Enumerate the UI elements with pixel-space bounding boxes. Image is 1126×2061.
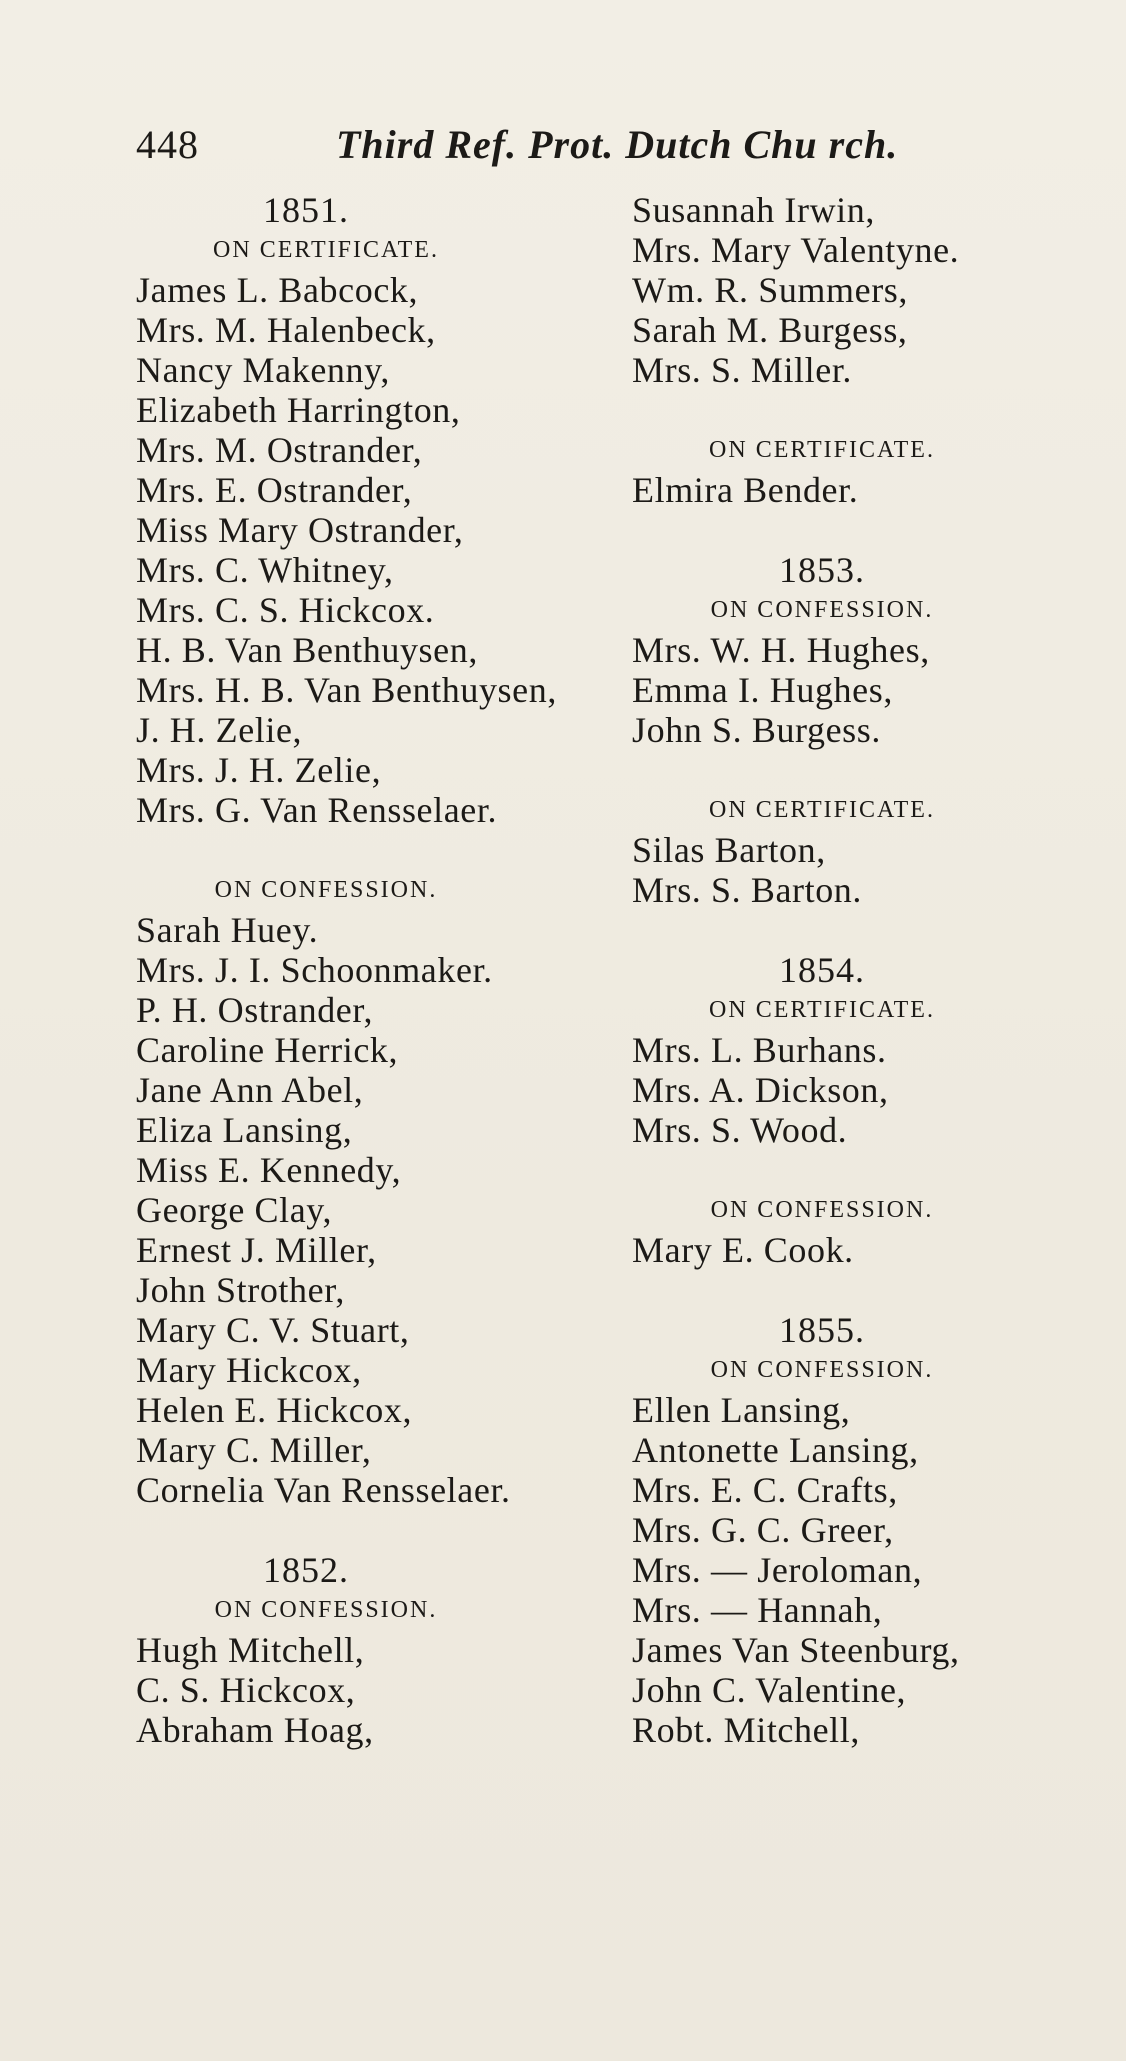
section-heading-certificate-1853: ON CERTIFICATE. bbox=[709, 797, 935, 823]
member-name: Hugh Mitchell, bbox=[136, 1630, 365, 1670]
member-name: Caroline Herrick, bbox=[136, 1030, 399, 1070]
member-name: Miss Mary Ostrander, bbox=[136, 510, 464, 550]
member-name: Mrs. H. B. Van Benthuysen, bbox=[136, 670, 557, 710]
section-heading-confession-1851: ON CONFESSION. bbox=[214, 877, 438, 903]
member-name: Mary C. V. Stuart, bbox=[136, 1310, 410, 1350]
member-name: J. H. Zelie, bbox=[136, 710, 303, 750]
year-heading-1854: 1854. bbox=[779, 950, 865, 990]
member-name: Jane Ann Abel, bbox=[136, 1070, 364, 1110]
section-heading-confession-1854: ON CONFESSION. bbox=[710, 1197, 934, 1223]
member-name: John C. Valentine, bbox=[632, 1670, 907, 1710]
member-name: Mrs. W. H. Hughes, bbox=[632, 630, 930, 670]
member-name: Mary Hickcox, bbox=[136, 1350, 362, 1390]
member-name: C. S. Hickcox, bbox=[136, 1670, 356, 1710]
member-name: Sarah Huey. bbox=[136, 910, 319, 950]
member-name: George Clay, bbox=[136, 1190, 333, 1230]
member-name: Ellen Lansing, bbox=[632, 1390, 851, 1430]
member-name: Nancy Makenny, bbox=[136, 350, 390, 390]
section-heading-certificate-1854: ON CERTIFICATE. bbox=[709, 997, 935, 1023]
member-name: Antonette Lansing, bbox=[632, 1430, 919, 1470]
member-name: Ernest J. Miller, bbox=[136, 1230, 377, 1270]
member-name: Mrs. E. Ostrander, bbox=[136, 470, 413, 510]
member-name: Abraham Hoag, bbox=[136, 1710, 374, 1750]
section-heading-confession-1852: ON CONFESSION. bbox=[214, 1597, 438, 1623]
member-name: Mrs. M. Ostrander, bbox=[136, 430, 423, 470]
section-spacer bbox=[632, 510, 1122, 550]
member-name: Mrs. C. Whitney, bbox=[136, 550, 394, 590]
section-spacer bbox=[632, 1270, 1122, 1310]
member-name: Mrs. G. C. Greer, bbox=[632, 1510, 894, 1550]
member-name: Mrs. M. Halenbeck, bbox=[136, 310, 436, 350]
member-name: Mrs. S. Wood. bbox=[632, 1110, 848, 1150]
section-spacer bbox=[632, 750, 1122, 790]
member-name: Sarah M. Burgess, bbox=[632, 310, 908, 350]
member-name: Mary C. Miller, bbox=[136, 1430, 372, 1470]
section-spacer bbox=[136, 830, 656, 870]
member-name: Eliza Lansing, bbox=[136, 1110, 353, 1150]
member-name: Elmira Bender. bbox=[632, 470, 859, 510]
member-name: James L. Babcock, bbox=[136, 270, 419, 310]
member-name: Helen E. Hickcox, bbox=[136, 1390, 413, 1430]
member-name: Mrs. J. I. Schoonmaker. bbox=[136, 950, 493, 990]
section-heading-certificate-1852: ON CERTIFICATE. bbox=[709, 437, 935, 463]
member-name: Mrs. C. S. Hickcox. bbox=[136, 590, 435, 630]
member-name: John S. Burgess. bbox=[632, 710, 881, 750]
member-name: Miss E. Kennedy, bbox=[136, 1150, 402, 1190]
year-heading-1855: 1855. bbox=[779, 1310, 865, 1350]
running-title: Third Ref. Prot. Dutch Chu rch. bbox=[336, 122, 899, 167]
year-heading-1851: 1851. bbox=[263, 190, 349, 230]
member-name: P. H. Ostrander, bbox=[136, 990, 374, 1030]
member-name: Emma I. Hughes, bbox=[632, 670, 893, 710]
member-name: Silas Barton, bbox=[632, 830, 826, 870]
page-number: 448 bbox=[136, 122, 199, 167]
left-column bbox=[136, 190, 656, 1750]
member-name: James Van Steenburg, bbox=[632, 1630, 960, 1670]
member-name: Mrs. S. Barton. bbox=[632, 870, 863, 910]
member-name: Mrs. L. Burhans. bbox=[632, 1030, 887, 1070]
section-heading-confession-1853: ON CONFESSION. bbox=[710, 597, 934, 623]
section-spacer bbox=[632, 910, 1122, 950]
member-name: Susannah Irwin, bbox=[632, 190, 875, 230]
page-header bbox=[136, 120, 936, 170]
member-name: Mrs. J. H. Zelie, bbox=[136, 750, 382, 790]
year-heading-1853: 1853. bbox=[779, 550, 865, 590]
member-name: Wm. R. Summers, bbox=[632, 270, 908, 310]
section-spacer bbox=[136, 1510, 656, 1550]
member-name: Cornelia Van Rensselaer. bbox=[136, 1470, 511, 1510]
member-name: Mrs. S. Miller. bbox=[632, 350, 853, 390]
member-name: Mrs. — Hannah, bbox=[632, 1590, 883, 1630]
member-name: Robt. Mitchell, bbox=[632, 1710, 860, 1750]
member-name: Mrs. — Jeroloman, bbox=[632, 1550, 923, 1590]
section-spacer bbox=[632, 1150, 1122, 1190]
right-column bbox=[632, 190, 1122, 1750]
section-heading-confession-1855: ON CONFESSION. bbox=[710, 1357, 934, 1383]
member-name: Mrs. Mary Valentyne. bbox=[632, 230, 960, 270]
member-name: Mary E. Cook. bbox=[632, 1230, 854, 1270]
section-heading-certificate-1851: ON CERTIFICATE. bbox=[213, 237, 439, 263]
member-name: Mrs. G. Van Rensselaer. bbox=[136, 790, 498, 830]
member-name: Elizabeth Harrington, bbox=[136, 390, 461, 430]
member-name: H. B. Van Benthuysen, bbox=[136, 630, 478, 670]
member-name: Mrs. E. C. Crafts, bbox=[632, 1470, 898, 1510]
year-heading-1852: 1852. bbox=[263, 1550, 349, 1590]
member-name: John Strother, bbox=[136, 1270, 345, 1310]
section-spacer bbox=[632, 390, 1122, 430]
member-name: Mrs. A. Dickson, bbox=[632, 1070, 889, 1110]
